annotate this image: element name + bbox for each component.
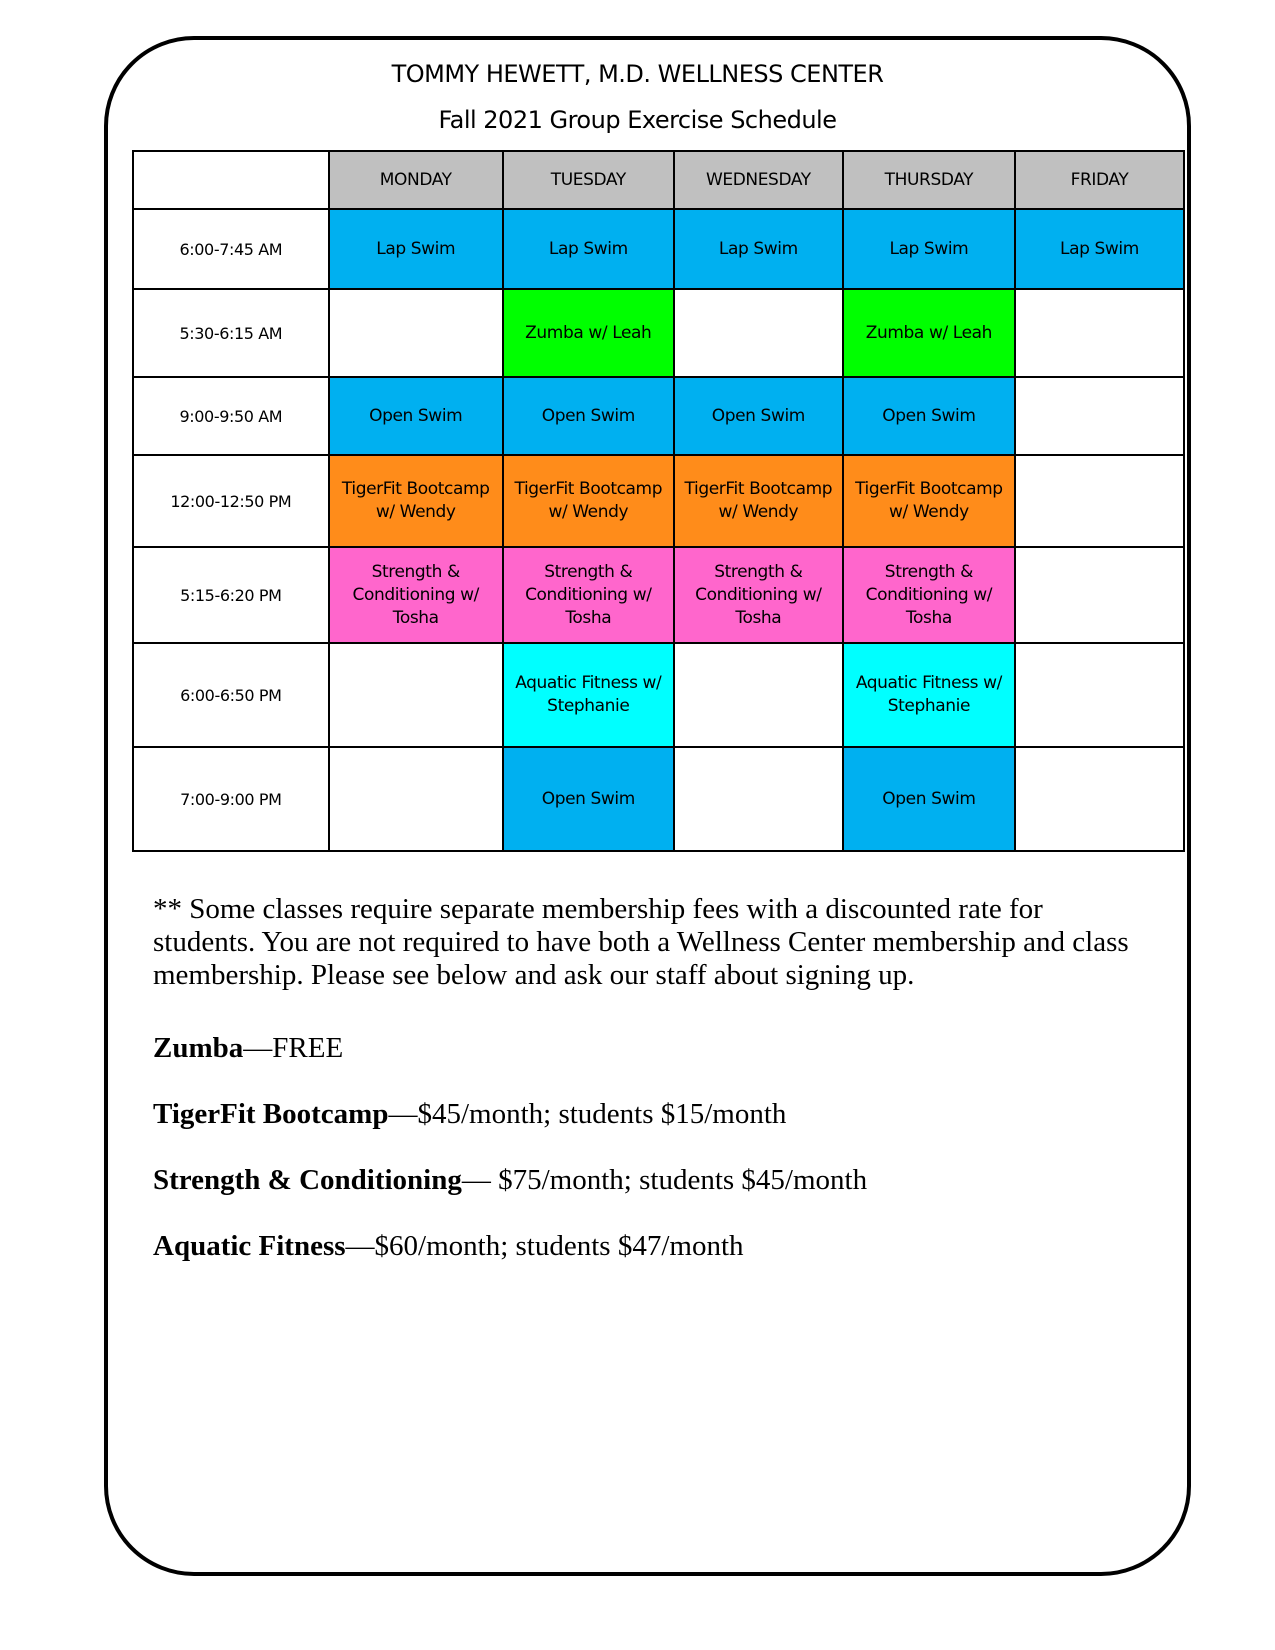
time-slot-label: 7:00-9:00 PM [133,747,329,851]
empty-cell-wednesday [674,747,843,851]
schedule-body [133,209,1184,851]
class-cell-tuesday: TigerFit Bootcamp w/ Wendy [503,455,674,547]
fee-price: —$45/month; students $15/month [388,1098,787,1130]
class-cell-thursday: Zumba w/ Leah [843,289,1015,377]
time-slot-label: 6:00-7:45 AM [133,209,329,289]
schedule-row [133,747,1184,851]
day-header-tuesday: TUESDAY [503,151,674,209]
class-cell-tuesday: Aquatic Fitness w/ Stephanie [503,643,674,747]
day-header-monday: MONDAY [329,151,503,209]
empty-cell-friday [1015,547,1184,643]
class-cell-tuesday: Lap Swim [503,209,674,289]
schedule-row [133,209,1184,289]
class-cell-tuesday: Open Swim [503,747,674,851]
class-cell-monday: Open Swim [329,377,503,455]
empty-cell-friday [1015,455,1184,547]
fee-price: —FREE [243,1032,344,1064]
class-cell-thursday: Aquatic Fitness w/ Stephanie [843,643,1015,747]
empty-cell-friday [1015,377,1184,455]
fee-class-name: Zumba [153,1032,244,1064]
class-cell-thursday: Open Swim [843,747,1015,851]
time-slot-label: 5:15-6:20 PM [133,547,329,643]
day-header-friday: FRIDAY [1015,151,1184,209]
day-header-wednesday: WEDNESDAY [674,151,843,209]
class-cell-monday: TigerFit Bootcamp w/ Wendy [329,455,503,547]
fee-class-name: Aquatic Fitness [153,1230,346,1262]
time-slot-label: 6:00-6:50 PM [133,643,329,747]
class-cell-wednesday: TigerFit Bootcamp w/ Wendy [674,455,843,547]
schedule-row [133,377,1184,455]
class-cell-tuesday: Zumba w/ Leah [503,289,674,377]
schedule-row [133,547,1184,643]
class-cell-wednesday: Lap Swim [674,209,843,289]
empty-cell-wednesday [674,643,843,747]
exercise-schedule-table [132,150,1185,852]
time-slot-label: 9:00-9:50 AM [133,377,329,455]
class-cell-thursday: Strength & Conditioning w/ Tosha [843,547,1015,643]
class-cell-friday: Lap Swim [1015,209,1184,289]
fee-line [153,1098,1153,1164]
day-header-row [133,151,1184,209]
fee-price: — $75/month; students $45/month [461,1164,868,1196]
class-cell-thursday: TigerFit Bootcamp w/ Wendy [843,455,1015,547]
fee-list [153,1032,1153,1296]
class-cell-tuesday: Open Swim [503,377,674,455]
empty-cell-monday [329,747,503,851]
class-cell-thursday: Open Swim [843,377,1015,455]
fee-class-name: TigerFit Bootcamp [153,1098,389,1130]
class-cell-monday: Strength & Conditioning w/ Tosha [329,547,503,643]
empty-cell-monday [329,643,503,747]
empty-cell-friday [1015,289,1184,377]
fee-line [153,1164,1153,1230]
center-name-heading: TOMMY HEWETT, M.D. WELLNESS CENTER [391,60,884,88]
empty-cell-monday [329,289,503,377]
fee-class-name: Strength & Conditioning [153,1164,462,1196]
empty-cell-friday [1015,643,1184,747]
time-slot-label: 5:30-6:15 AM [133,289,329,377]
schedule-row [133,643,1184,747]
schedule-row [133,289,1184,377]
schedule-title: Fall 2021 Group Exercise Schedule [438,106,837,134]
empty-cell-friday [1015,747,1184,851]
time-slot-label: 12:00-12:50 PM [133,455,329,547]
fee-price: —$60/month; students $47/month [345,1230,744,1262]
fee-line [153,1230,1153,1296]
class-cell-thursday: Lap Swim [843,209,1015,289]
header-corner-cell [133,151,329,209]
class-cell-monday: Lap Swim [329,209,503,289]
class-cell-tuesday: Strength & Conditioning w/ Tosha [503,547,674,643]
schedule-row [133,455,1184,547]
empty-cell-wednesday [674,289,843,377]
day-header-thursday: THURSDAY [843,151,1015,209]
class-cell-wednesday: Strength & Conditioning w/ Tosha [674,547,843,643]
membership-note: ** Some classes require separate membership fees with a discounted rate for students. You are not required to have both a Wellness Center membership and class membership. Please see below and ask our staff about signing up. [153,893,1129,991]
class-cell-wednesday: Open Swim [674,377,843,455]
fee-line [153,1032,1153,1098]
